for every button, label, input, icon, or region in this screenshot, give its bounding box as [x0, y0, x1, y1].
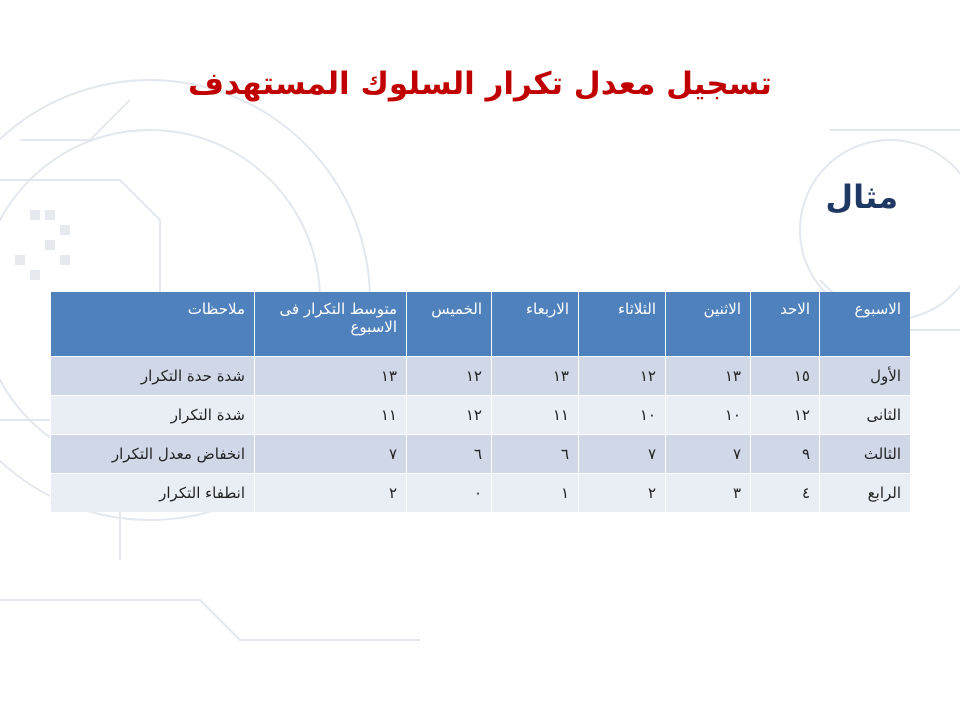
cell-sunday: ٤ — [751, 474, 820, 513]
cell-week: الرابع — [820, 474, 911, 513]
cell-tuesday: ٧ — [579, 435, 666, 474]
header-monday: الاثنين — [666, 292, 751, 357]
cell-tuesday: ١٠ — [579, 396, 666, 435]
cell-monday: ١٣ — [666, 357, 751, 396]
cell-wednesday: ١١ — [492, 396, 579, 435]
cell-wednesday: ١٣ — [492, 357, 579, 396]
cell-thursday: ١٢ — [407, 396, 492, 435]
cell-thursday: ١٢ — [407, 357, 492, 396]
cell-notes: شدة حدة التكرار — [51, 357, 255, 396]
header-sunday: الاحد — [751, 292, 820, 357]
cell-tuesday: ١٢ — [579, 357, 666, 396]
table-row — [51, 435, 911, 474]
frequency-table — [50, 292, 910, 512]
cell-notes: انطفاء التكرار — [51, 474, 255, 513]
cell-week: الثانى — [820, 396, 911, 435]
cell-sunday: ١٥ — [751, 357, 820, 396]
cell-tuesday: ٢ — [579, 474, 666, 513]
cell-monday: ١٠ — [666, 396, 751, 435]
table-row — [51, 357, 911, 396]
cell-notes: شدة التكرار — [51, 396, 255, 435]
cell-average: ٧ — [255, 435, 407, 474]
header-tuesday: الثلاثاء — [579, 292, 666, 357]
table-row — [51, 474, 911, 513]
header-average: متوسط التكرار فى الاسبوع — [255, 292, 407, 357]
cell-wednesday: ١ — [492, 474, 579, 513]
header-thursday: الخميس — [407, 292, 492, 357]
header-notes: ملاحظات — [51, 292, 255, 357]
cell-notes: انخفاض معدل التكرار — [51, 435, 255, 474]
header-week: الاسبوع — [820, 292, 911, 357]
cell-average: ٢ — [255, 474, 407, 513]
table-row — [51, 396, 911, 435]
cell-thursday: ٦ — [407, 435, 492, 474]
example-heading: مثال — [825, 178, 898, 216]
header-wednesday: الاربعاء — [492, 292, 579, 357]
cell-average: ١١ — [255, 396, 407, 435]
cell-wednesday: ٦ — [492, 435, 579, 474]
cell-average: ١٣ — [255, 357, 407, 396]
cell-monday: ٣ — [666, 474, 751, 513]
cell-sunday: ١٢ — [751, 396, 820, 435]
cell-thursday: ٠ — [407, 474, 492, 513]
slide-title: تسجيل معدل تكرار السلوك المستهدف — [188, 66, 772, 102]
cell-week: الأول — [820, 357, 911, 396]
table-header-row — [51, 292, 911, 357]
cell-monday: ٧ — [666, 435, 751, 474]
cell-sunday: ٩ — [751, 435, 820, 474]
cell-week: الثالث — [820, 435, 911, 474]
